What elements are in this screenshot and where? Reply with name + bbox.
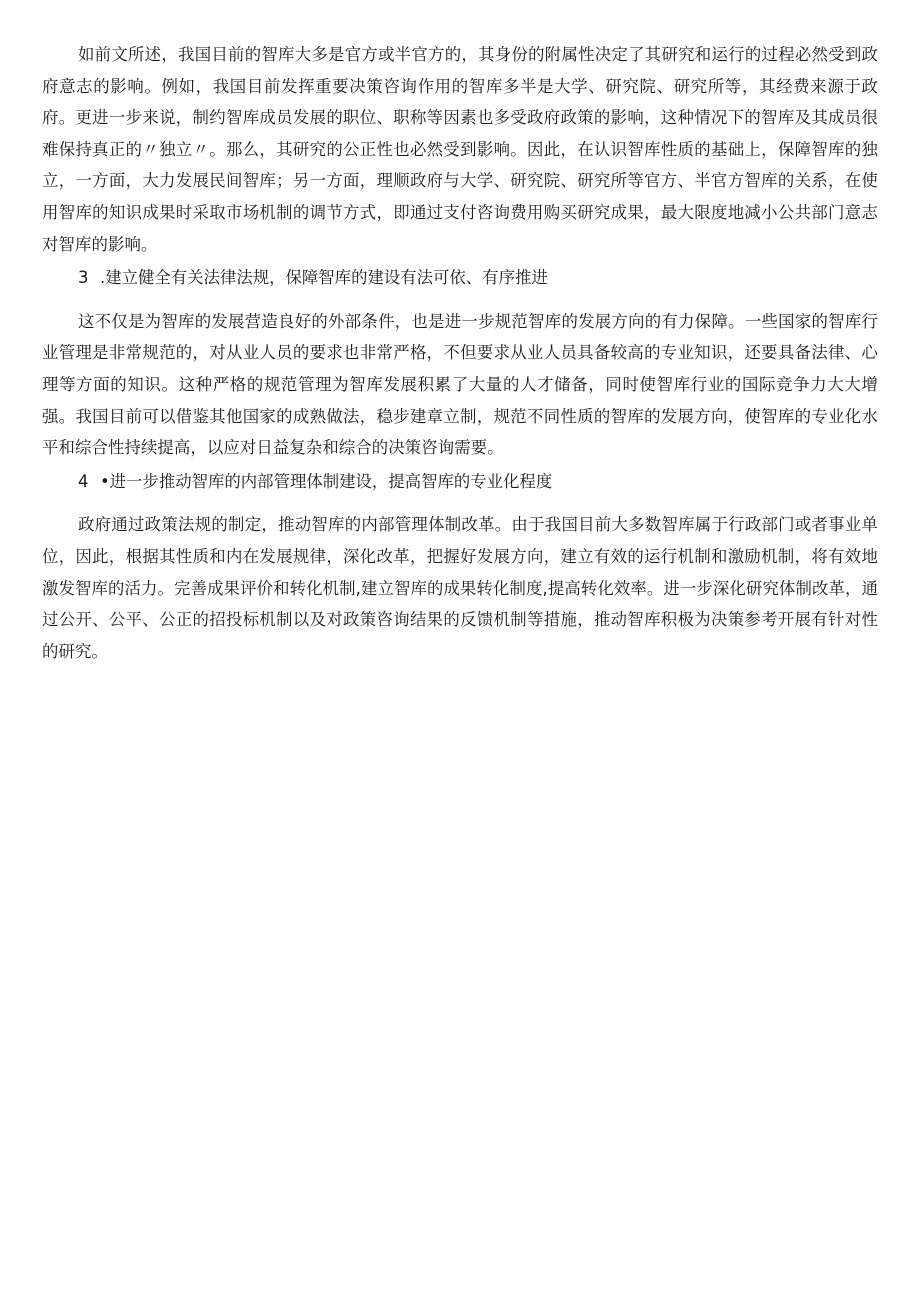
section-number-3: 3 bbox=[78, 268, 89, 288]
section-title-4: •进一步推动智库的内部管理体制建设，提高智库的专业化程度 bbox=[100, 471, 553, 491]
section-title-3: .建立健全有关法律法规，保障智库的建设有法可依、有序推进 bbox=[100, 268, 548, 288]
section-heading-3 bbox=[42, 262, 878, 294]
paragraph-internal-management: 政府通过政策法规的制定，推动智库的内部管理体制改革。由于我国目前大多数智库属于行政部门或者事业单位，因此，根据其性质和内在发展规律，深化改革，把握好发展方向，建立有效的运行机制和激励机制，将有效地激发智库的活力。完善成果评价和转化机制,建立智库的成果转化制度,提高转化效率。进一步深化研究体制改革，通过公开、公平、公正的招投标机制以及对政策咨询结果的反馈机制等措施，推动智库积极为决策参考开展有针对性的研究。 bbox=[42, 515, 878, 661]
section-heading-4 bbox=[42, 466, 878, 498]
document-page bbox=[42, 39, 878, 667]
section-number-4: 4 bbox=[78, 471, 89, 491]
paragraph-legal-framework: 这不仅是为智库的发展营造良好的外部条件，也是进一步规范智库的发展方向的有力保障。一些国家的智库行业管理是非常规范的，对从业人员的要求也非常严格，不但要求从业人员具备较高的专业知识，还要具备法律、心理等方面的知识。这种严格的规范管理为智库发展积累了大量的人才储备，同时使智库行业的国际竞争力大大增强。我国目前可以借鉴其他国家的成熟做法，稳步建章立制，规范不同性质的智库的发展方向，使智库的专业化水平和综合性持续提高，以应对日益复杂和综合的决策咨询需要。 bbox=[42, 311, 878, 458]
paragraph-independence: 如前文所述，我国目前的智库大多是官方或半官方的，其身份的附属性决定了其研究和运行的过程必然受到政府意志的影响。例如，我国目前发挥重要决策咨询作用的智库多半是大学、研究院、研究所等，其经费来源于政府。更进一步来说，制约智库成员发展的职位、职称等因素也多受政府政策的影响，这种情况下的智库及其成员很难保持真正的〃独立〃。那么，其研究的公正性也必然受到影响。因此，在认识智库性质的基础上，保障智库的独立，一方面，大力发展民间智库；另一方面，理顺政府与大学、研究院、研究所等官方、半官方智库的关系，在使用智库的知识成果时采取市场机制的调节方式，即通过支付咨询费用购买研究成果，最大限度地减小公共部门意志对智库的影响。 bbox=[42, 45, 878, 254]
